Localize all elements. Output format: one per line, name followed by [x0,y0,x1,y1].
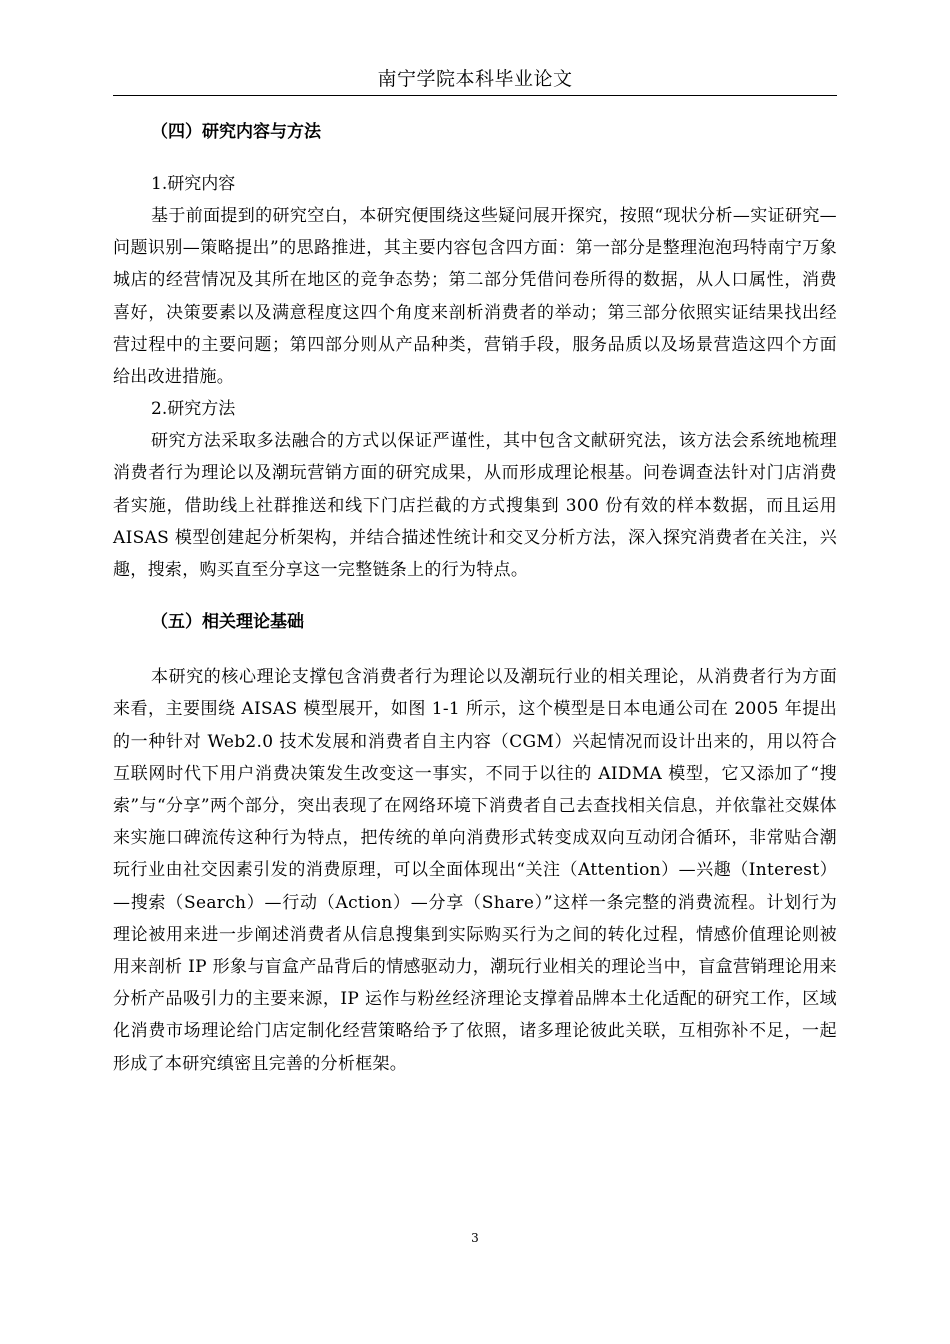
paragraph-theory-basis: 本研究的核心理论支撑包含消费者行为理论以及潮玩行业的相关理论，从消费者行为方面来看，主要围绕 AISAS 模型展开，如图 1-1 所示，这个模型是日本电通公司在 2005 年提出的一种针对 Web2.0 技术发展和消费者自主内容（CGM）兴起情况而设计出来的，用以符合互联网时代下用户消费决策发生改变这一事实，不同于以往的 AIDMA 模型，它又添加了“搜索”与“分享”两个部分，突出表现了在网络环境下消费者自己去查找相关信息，并依靠社交媒体来实施口碑流传这种行为特点，把传统的单向消费形式转变成双向互动闭合循环，非常贴合潮玩行业由社交因素引发的消费原理，可以全面体现出“关注（Attention）—兴趣（Interest）—搜索（Search）—行动（Action）—分享（Share）”这样一条完整的消费流程。计划行为理论被用来进一步阐述消费者从信息搜集到实际购买行为之间的转化过程，情感价值理论则被用来剖析 IP 形象与盲盒产品背后的情感驱动力，潮玩行业相关的理论当中，盲盒营销理论用来分析产品吸引力的主要来源，IP 运作与粉丝经济理论支撑着品牌本土化适配的研究工作，区域化消费市场理论给门店定制化经营策略给予了依照，诸多理论彼此关联，互相弥补不足，一起形成了本研究缜密且完善的分析框架。 [113,667,837,1074]
paragraph-research-methods: 研究方法采取多法融合的方式以保证严谨性，其中包含文献研究法，该方法会系统地梳理消费者行为理论以及潮玩营销方面的研究成果，从而形成理论根基。问卷调查法针对门店消费者实施，借助线上社群推送和线下门店拦截的方式搜集到 300 份有效的样本数据，而且运用 AISAS 模型创建起分析架构，并结合描述性统计和交叉分析方法，深入探究消费者在关注，兴趣，搜索，购买直至分享这一完整链条上的行为特点。 [113,431,837,581]
spacer [113,148,837,168]
subheading-research-content: 1.研究内容 [151,174,236,194]
running-header: 南宁学院本科毕业论文 [377,68,573,90]
spacer [113,638,837,661]
page-number: 3 [471,1231,479,1245]
header-divider [113,95,837,96]
paragraph-research-content: 基于前面提到的研究空白，本研究便围绕这些疑问展开探究，按照“现状分析—实证研究—问题识别—策略提出”的思路推进，其主要内容包含四方面：第一部分是整理泡泡玛特南宁万象城店的经营情况及其所在地区的竞争态势；第二部分凭借问卷所得的数据，从人口属性，消费喜好，决策要素以及满意程度这四个角度来剖析消费者的举动；第三部分依照实证结果找出经营过程中的主要问题；第四部分则从产品种类，营销手段，服务品质以及场景营造这四个方面给出改进措施。 [113,206,837,388]
section-heading-research-content-methods: （四）研究内容与方法 [151,122,321,142]
section-heading-theory-basis: （五）相关理论基础 [151,612,304,633]
spacer [113,586,837,606]
page-body [113,116,837,1080]
subheading-research-methods: 2.研究方法 [151,399,236,420]
